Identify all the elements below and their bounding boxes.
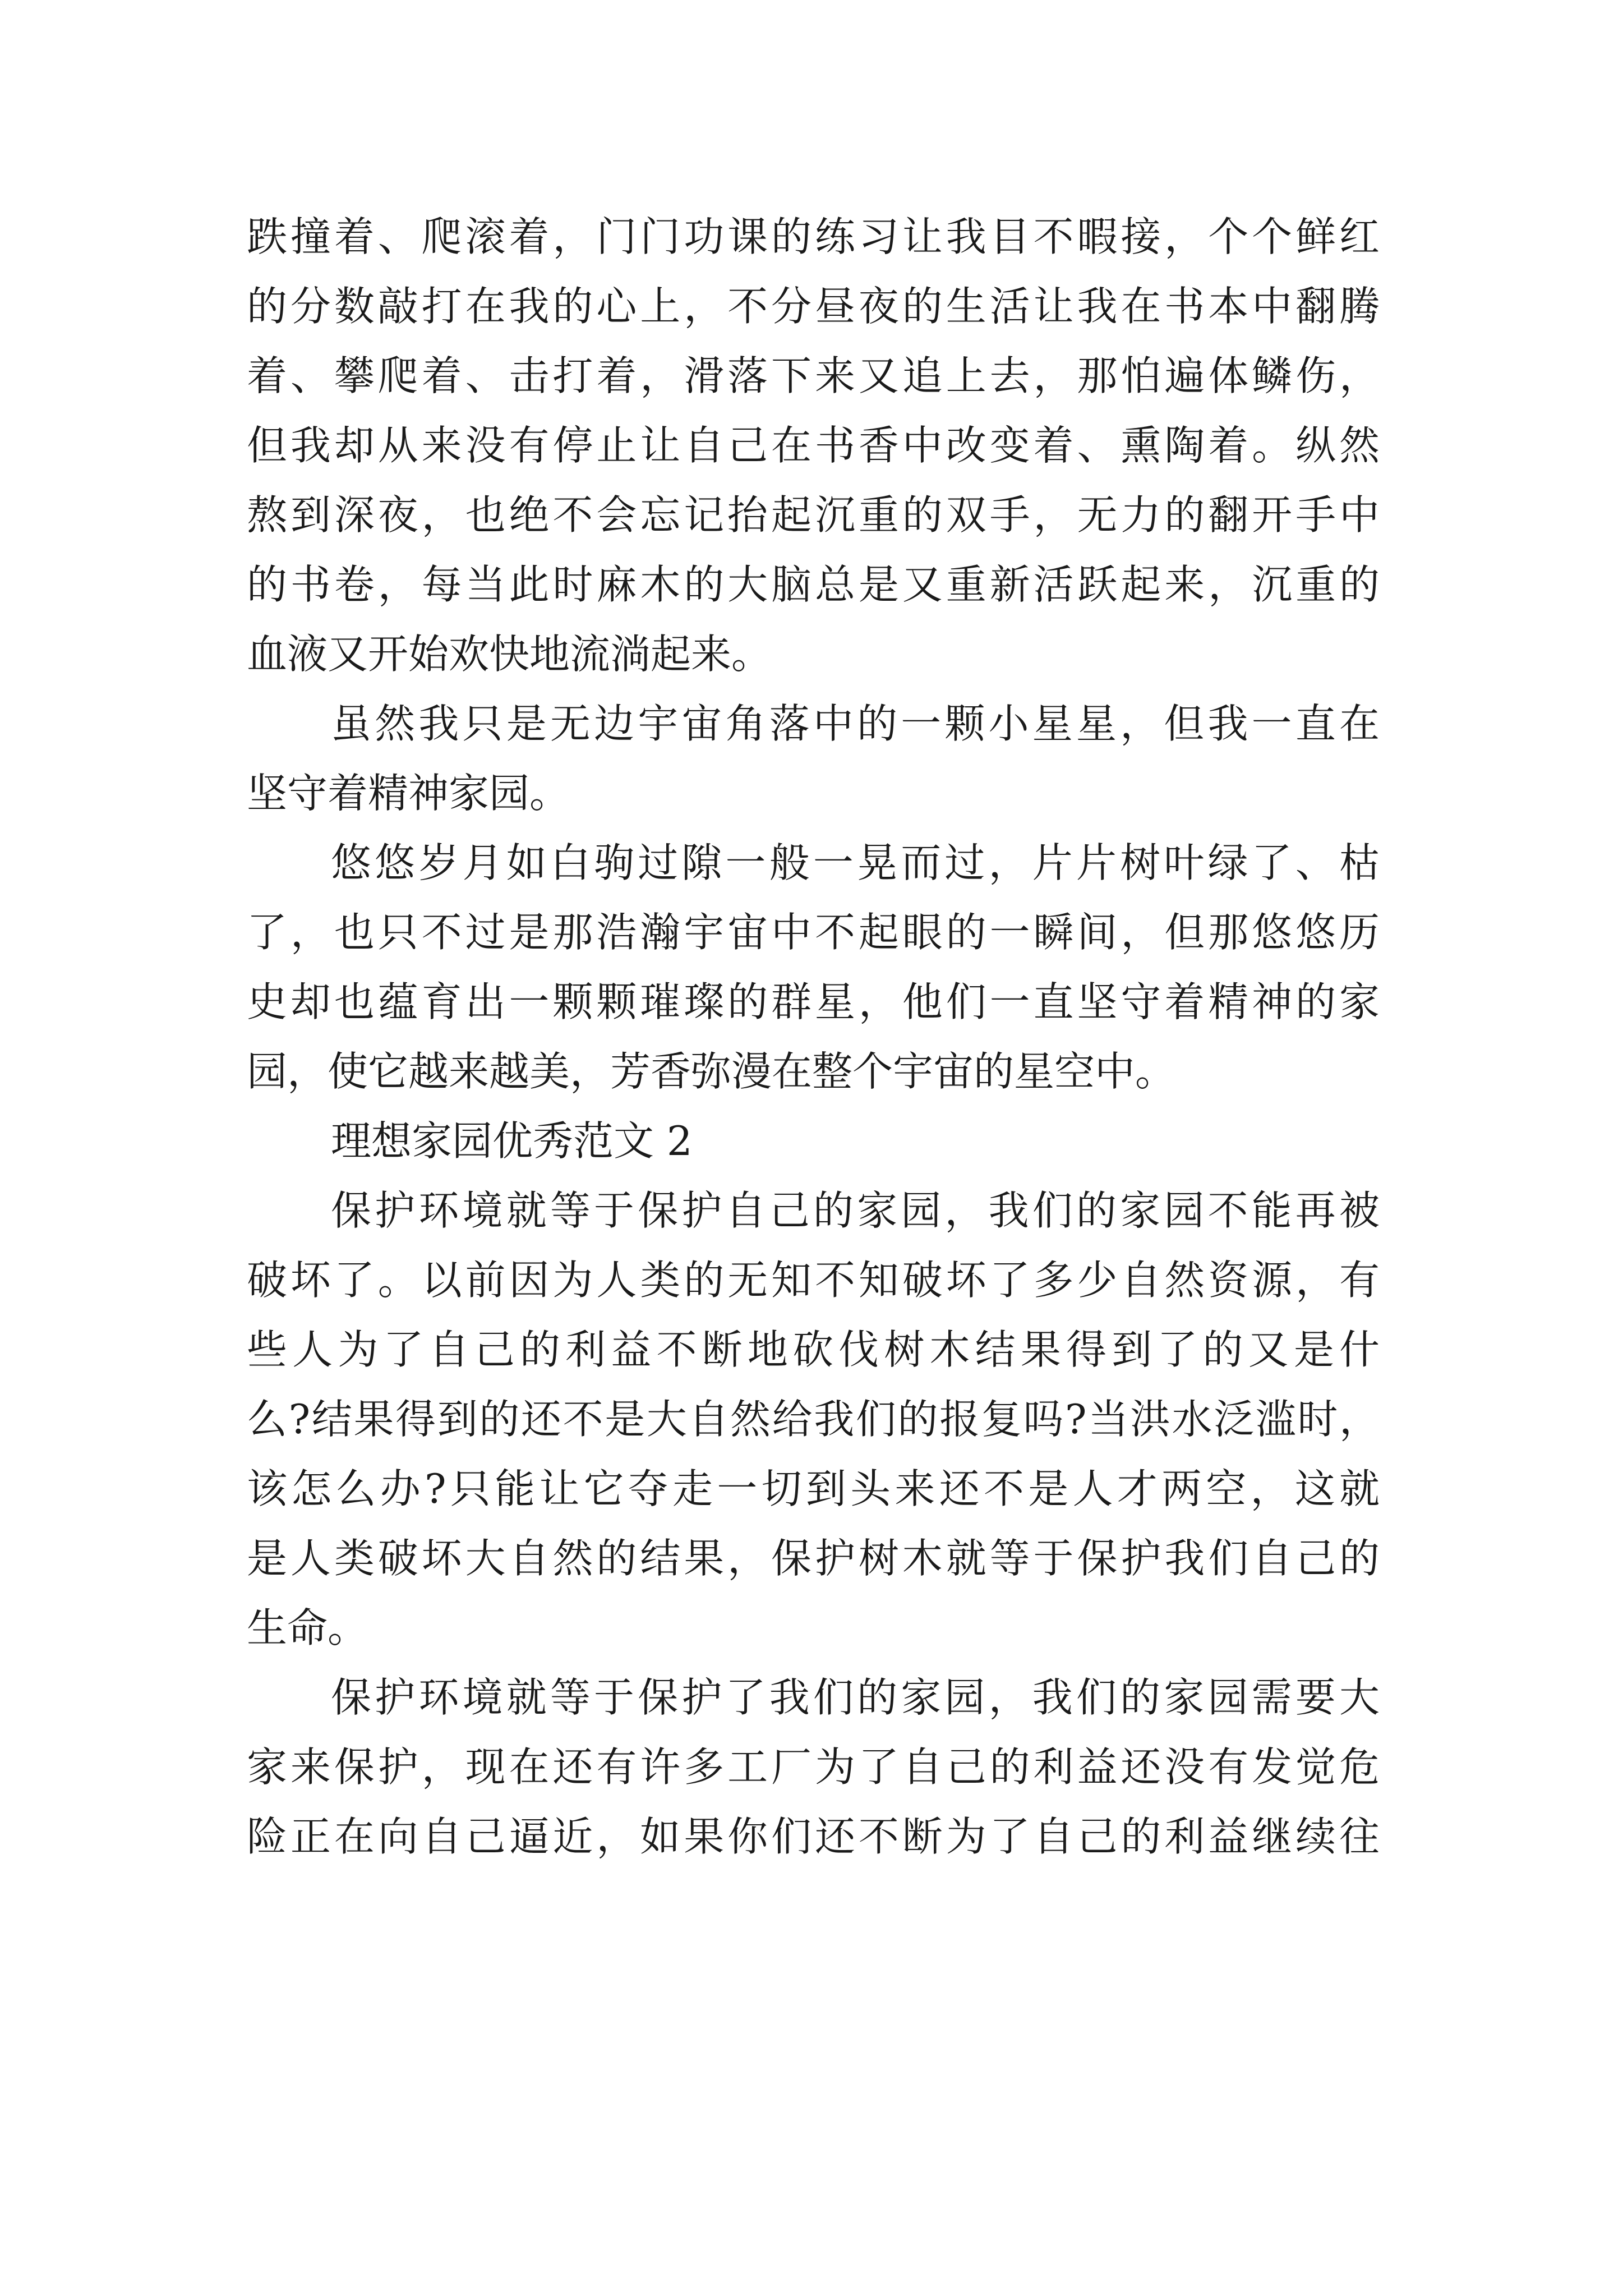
text-line: 生命。 [247,1604,368,1651]
text-line: 园，使它越来越美，芳香弥漫在整个宇宙的星空中。 [247,1048,1176,1095]
text-line: 保护环境就等于保护了我们的家园，我们的家园需要大 [331,1674,1380,1721]
text-line: 熬到深夜，也绝不会忘记抬起沉重的双手，无力的翻开手中 [247,491,1380,539]
text-line: 跌撞着、爬滚着，门门功课的练习让我目不暇接，个个鲜红 [247,213,1380,260]
paragraph-5 [247,1663,1380,1871]
section-heading [247,1106,1380,1176]
text-line: 是人类破坏大自然的结果，保护树木就等于保护我们自己的 [247,1535,1380,1582]
text-line: 的分数敲打在我的心上，不分昼夜的生活让我在书本中翻腾 [247,283,1380,330]
text-line: 史却也蕴育出一颗颗璀璨的群星，他们一直坚守着精神的家 [247,978,1380,1025]
paragraph-1 [247,202,1380,689]
text-line: 破坏了。以前因为人类的无知不知破坏了多少自然资源，有 [247,1257,1380,1304]
text-line: 血液又开始欢快地流淌起来。 [247,631,772,678]
text-line: 着、攀爬着、击打着，滑落下来又追上去，那怕遍体鳞伤， [247,352,1380,399]
text-line: 的书卷，每当此时麻木的大脑总是又重新活跃起来，沉重的 [247,561,1380,608]
text-line: 些人为了自己的利益不断地砍伐树木结果得到了的又是什 [247,1326,1380,1373]
heading-text: 理想家园优秀范文 2 [331,1117,693,1165]
text-line: 么?结果得到的还不是大自然给我们的报复吗?当洪水泛滥时， [247,1396,1380,1443]
text-line: 悠悠岁月如白驹过隙一般一晃而过，片片树叶绿了、枯 [331,839,1380,886]
document-body [247,202,1380,1871]
text-line: 但我却从来没有停止让自己在书香中改变着、熏陶着。纵然 [247,422,1380,469]
text-line: 险正在向自己逼近，如果你们还不断为了自己的利益继续往 [247,1813,1380,1860]
paragraph-2 [247,689,1380,828]
text-line: 该怎么办?只能让它夺走一切到头来还不是人才两空，这就 [247,1465,1380,1512]
paragraph-3 [247,828,1380,1106]
paragraph-4 [247,1176,1380,1663]
text-line: 虽然我只是无边宇宙角落中的一颗小星星，但我一直在 [331,700,1380,747]
text-line: 家来保护，现在还有许多工厂为了自己的利益还没有发觉危 [247,1743,1380,1791]
text-line: 坚守着精神家园。 [247,770,570,817]
text-line: 了，也只不过是那浩瀚宇宙中不起眼的一瞬间，但那悠悠历 [247,909,1380,956]
text-line: 保护环境就等于保护自己的家园，我们的家园不能再被 [331,1187,1380,1234]
